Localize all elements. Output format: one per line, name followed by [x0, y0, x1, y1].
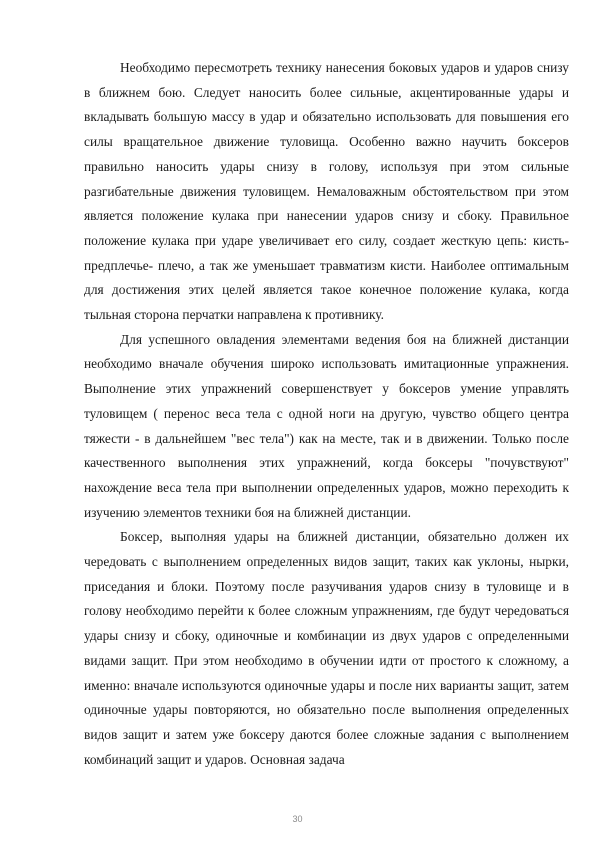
text-body	[84, 56, 569, 772]
paragraph-1: Необходимо пересмотреть технику нанесения боковых ударов и ударов снизу в ближнем бою. Следует наносить более сильные, акцентированные удары и вкладывать большую массу в удар и обязательно использовать для повышения его силы вращательное движение туловища. Особенно важно научить боксеров правильно наносить удары снизу в голову, используя при этом сильные разгибательные движения туловищем. Немаловажным обстоятельством при этом является положение кулака при нанесении ударов снизу и сбоку. Правильное положение кулака при ударе увеличивает его силу, создает жесткую цепь: кисть-предплечье- плечо, а так же уменьшает травматизм кисти. Наиболее оптимальным для достижения этих целей является такое конечное положение кулака, когда тыльная сторона перчатки направлена к противнику.	[84, 60, 569, 323]
page-number: 30	[292, 814, 303, 824]
paragraph-3: Боксер, выполняя удары на ближней дистанции, обязательно должен их чередовать с выполнением определенных видов защит, таких как уклоны, нырки, приседания и блоки. Поэтому после разучивания ударов снизу в туловище и в голову необходимо перейти к более сложным упражнениям, где будут чередоваться удары снизу и сбоку, одиночные и комбинации из двух ударов с определенными видами защит. При этом необходимо в обучении идти от простого к сложному, а именно: вначале используются одиночные удары и после них варианты защит, затем одиночные удары повторяются, но обязательно после выполнения определенных видов защит и затем уже боксеру даются более сложные задания с выполнением комбинаций защит и ударов. Основная задача	[84, 529, 569, 767]
paragraph-2: Для успешного овладения элементами ведения боя на ближней дистанции необходимо вначале обучения широко использовать имитационные упражнения. Выполнение этих упражнений совершенствует у боксеров умение управлять туловищем ( перенос веса тела с одной ноги на другую, чувство общего центра тяжести - в дальнейшем "вес тела") как на месте, так и в движении. Только после качественного выполнения этих упражнений, когда боксеры "почувствуют" нахождение веса тела при выполнении определенных ударов, можно переходить к изучению элементов техники боя на ближней дистанции.	[84, 331, 569, 520]
